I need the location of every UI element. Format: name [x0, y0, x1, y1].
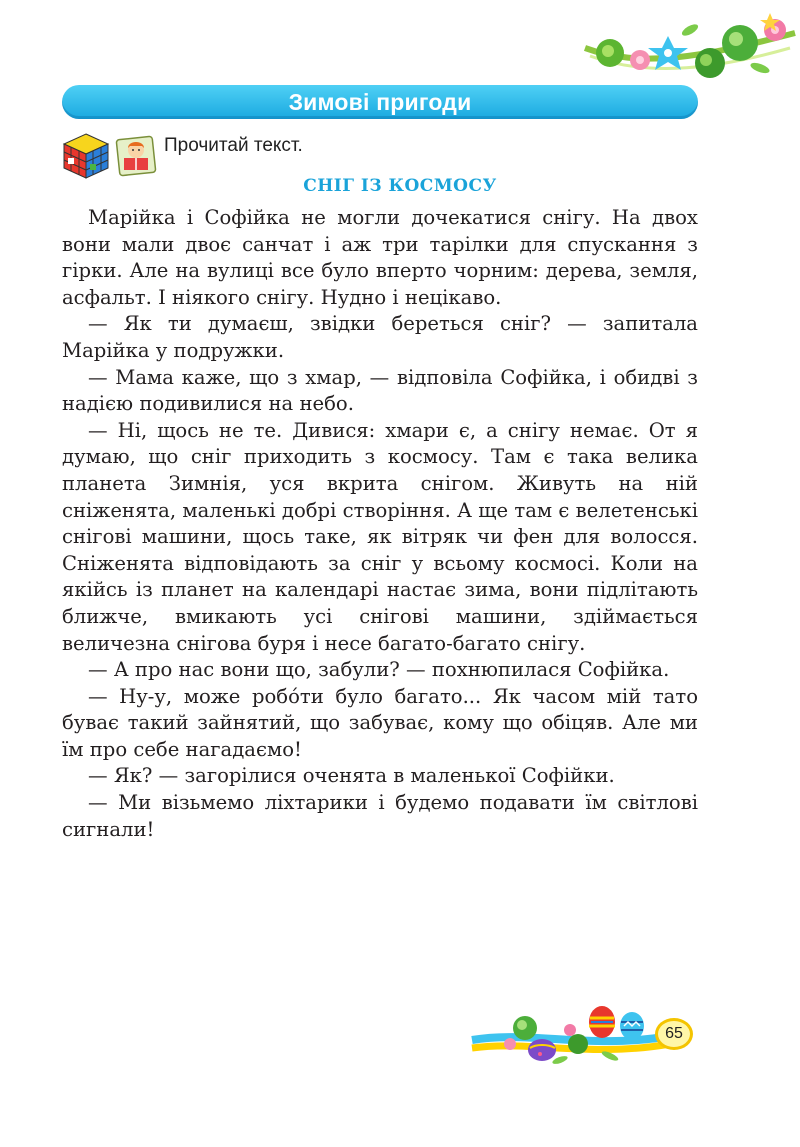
reading-child-icon: [112, 132, 160, 180]
story-paragraph: — Мама каже, що з хмар, — відповіла Софійка, і обидві з надією подивилися на небо.: [62, 365, 698, 416]
story-paragraph: — А про нас вони що, забули? — похнюпилася Софійка.: [88, 658, 670, 682]
page-number: 65: [655, 1018, 693, 1050]
story-paragraph: — Ми візьмемо ліхтарики і будемо подавати їм світлові сигнали!: [62, 791, 698, 841]
story-text: [62, 205, 698, 843]
section-title-bar: [62, 85, 698, 119]
story-title: СНІГ ІЗ КОСМОСУ: [303, 176, 497, 196]
rubiks-cube-icon: [60, 130, 112, 182]
story-paragraph: — Як? — загорілися оченята в маленької Софійки.: [88, 764, 615, 788]
task-instruction: Прочитай текст.: [164, 135, 303, 156]
section-title: Зимові пригоди: [288, 88, 472, 115]
story-paragraph: Марійка і Софійка не могли дочекатися снігу. На двох вони мали двоє санчат і аж три тарілки для спускання з гірки. Але на вулиці все було вперто чорним: дерева, земля, асфальт. І ніякого снігу. Нудно і нецікаво.: [62, 206, 698, 309]
floral-decoration-icon: [580, 8, 800, 88]
story-paragraph: — Ну-у, може робо́ти було багато... Як часом мій тато буває такий зайнятий, що забуває, кому що обіцяв. Але ми їм про себе нагадаємо!: [62, 684, 698, 761]
story-paragraph: — Як ти думаєш, звідки береться сніг? — запитала Марійка у подружки.: [62, 312, 698, 362]
story-paragraph: — Ні, щось не те. Дивися: хмари є, а снігу немає. От я думаю, що сніг приходить з космосу. Там є така велика планета Зимнія, уся вкрита снігом. Живуть на ній сніженята, маленькі добрі створіння. А ще там є велетенські снігові машини, щось таке, як вітряк чи фен для волосся. Сніженята відповідають за сніг у всьому космосі. Коли на якійсь із планет на календарі настає зима, вони підлітають ближче, вмикають усі снігові машини, здіймається величезна снігова буря і несе багато-багато снігу.: [62, 418, 698, 655]
